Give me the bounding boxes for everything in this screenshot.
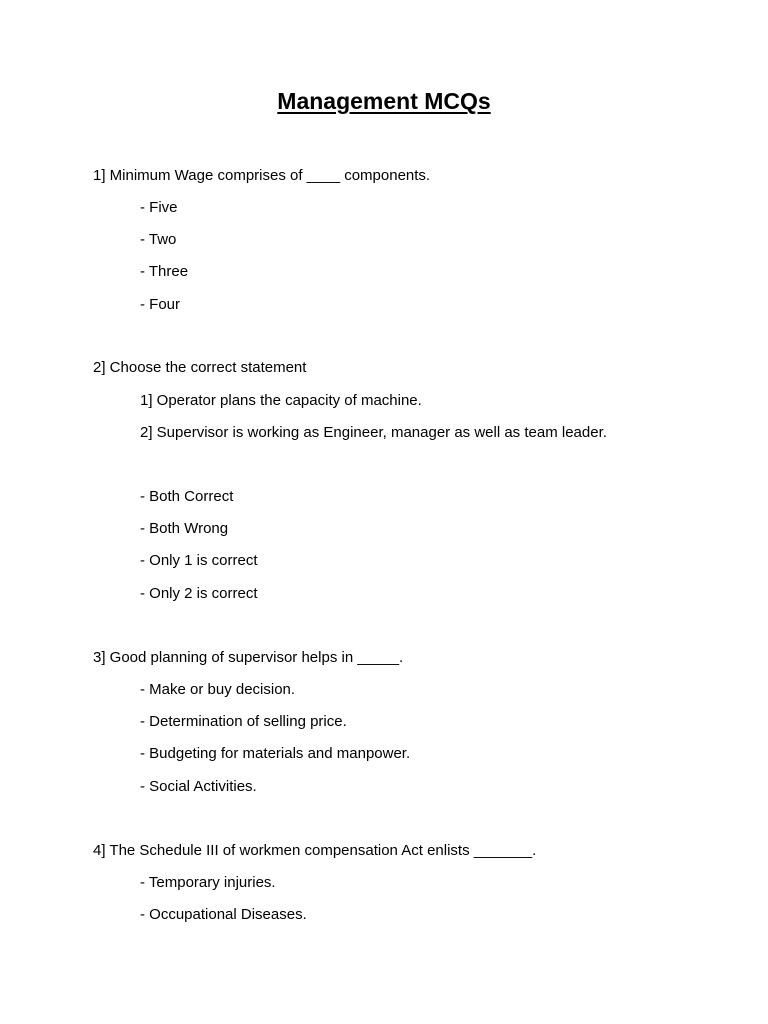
statement-2-2: 2] Supervisor is working as Engineer, manager as well as team leader. [140,424,607,441]
option-1d: - Four [140,296,181,313]
question-4: 4] The Schedule III of workmen compensation Act enlists _______. [93,842,537,859]
option-3a: - Make or buy decision. [140,681,296,698]
option-4a: - Temporary injuries. [140,874,276,891]
question-3: 3] Good planning of supervisor helps in _____. [93,649,404,666]
option-1b: - Two [140,231,177,248]
option-2d: - Only 2 is correct [140,585,258,602]
page-title: Management MCQs [277,88,491,114]
question-2: 2] Choose the correct statement [93,359,307,376]
option-2b: - Both Wrong [140,520,229,537]
option-3d: - Social Activities. [140,778,257,795]
option-1c: - Three [140,263,189,280]
question-1: 1] Minimum Wage comprises of ____ components. [93,167,431,184]
statement-2-1: 1] Operator plans the capacity of machine. [140,392,422,409]
option-3c: - Budgeting for materials and manpower. [140,745,411,762]
option-2a: - Both Correct [140,488,234,505]
option-3b: - Determination of selling price. [140,713,347,730]
option-1a: - Five [140,199,178,216]
option-2c: - Only 1 is correct [140,552,258,569]
option-4b: - Occupational Diseases. [140,906,307,923]
